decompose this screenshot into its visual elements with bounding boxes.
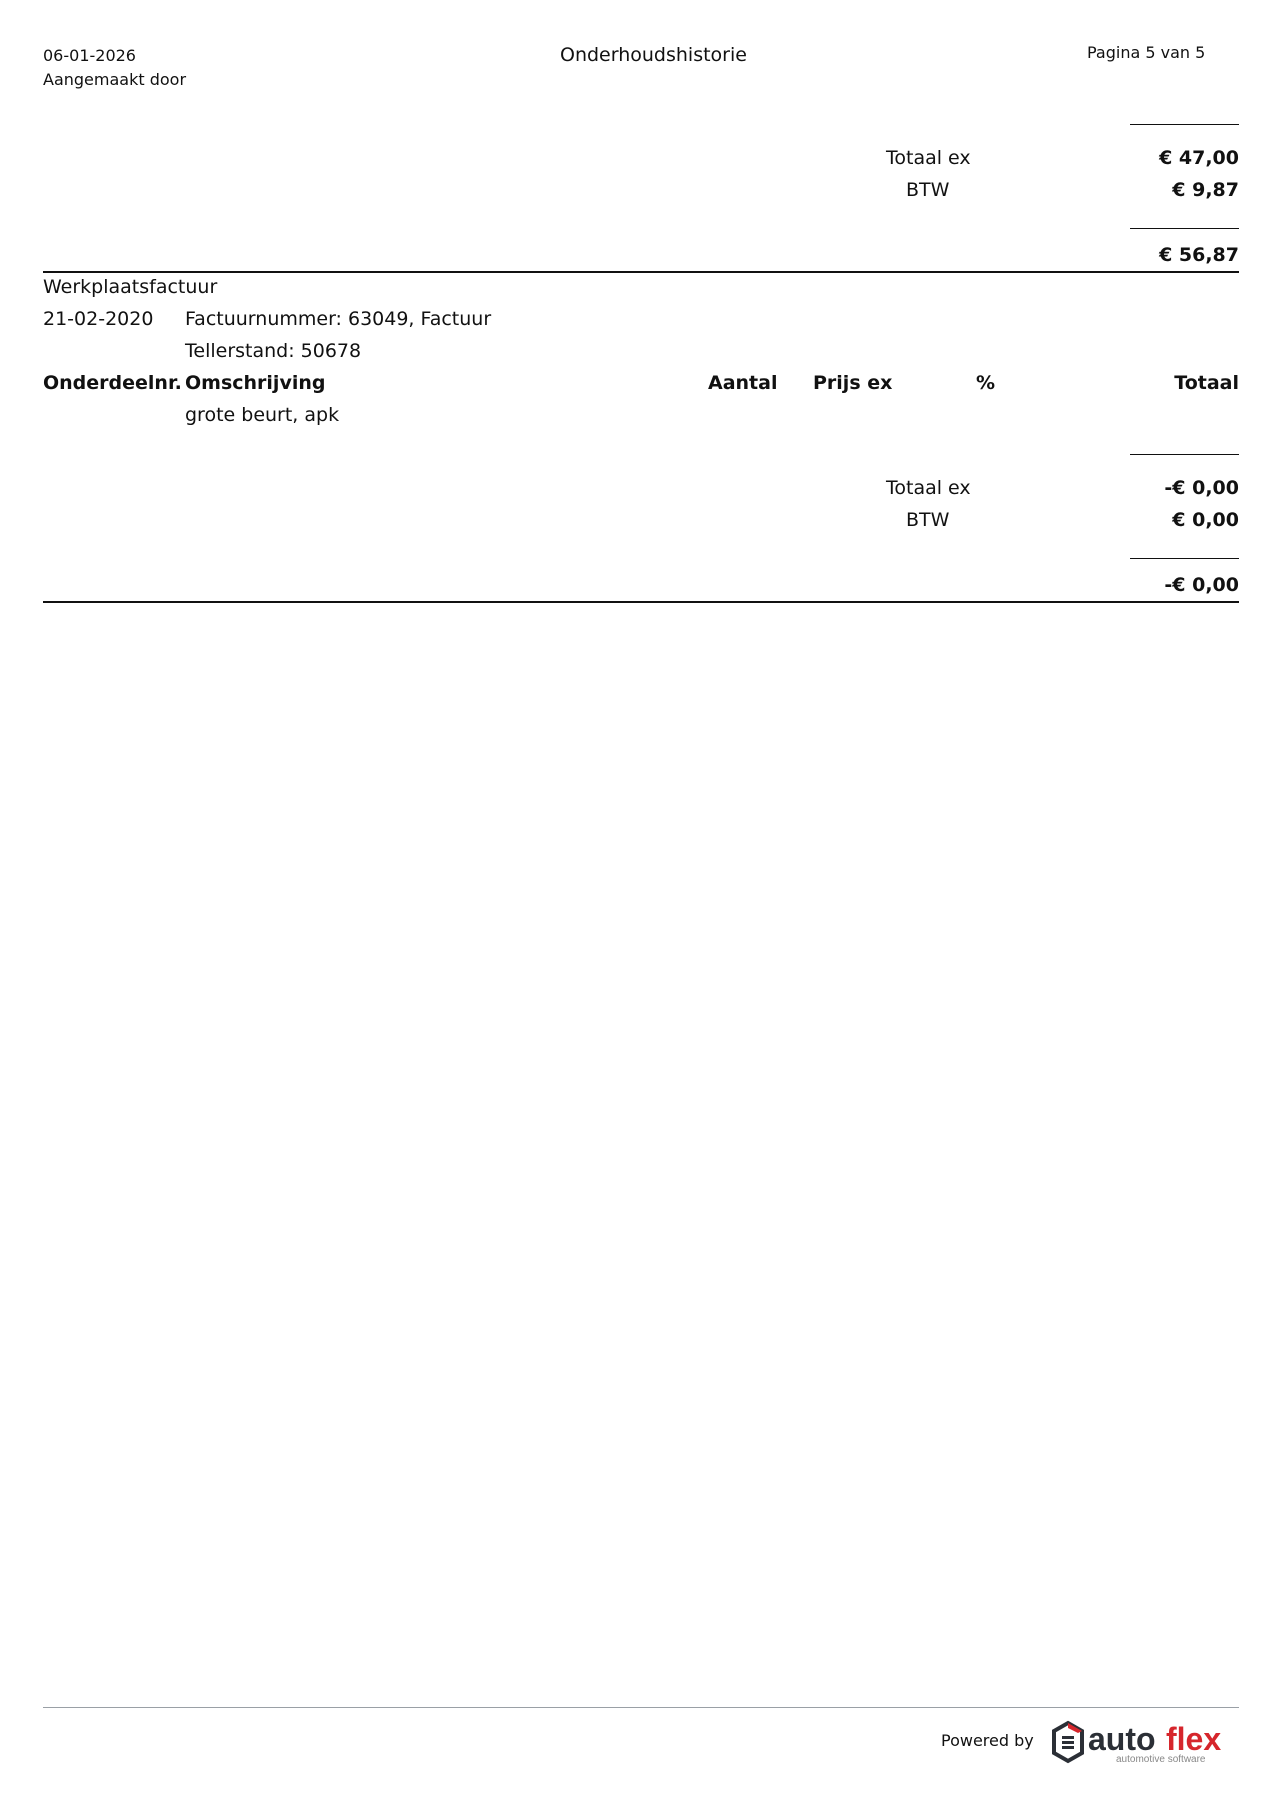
prev-grand-total: € 56,87 — [1159, 244, 1239, 266]
svg-text:auto: auto — [1088, 1721, 1156, 1757]
prev-btw-value: € 9,87 — [1172, 179, 1239, 201]
page-number: Pagina 5 van 5 — [1087, 43, 1206, 62]
col-quantity: Aantal — [708, 372, 778, 394]
odometer-reading: Tellerstand: 50678 — [185, 340, 362, 362]
svg-text:automotive software: automotive software — [1116, 1754, 1206, 1765]
subtotal-divider — [1130, 454, 1239, 455]
grand-total: -€ 0,00 — [1164, 574, 1239, 596]
prev-totaal-ex-label: Totaal ex — [886, 147, 971, 169]
col-percent: % — [976, 372, 996, 394]
total-divider — [1130, 558, 1239, 559]
svg-text:flex: flex — [1166, 1721, 1222, 1757]
powered-by-label: Powered by — [941, 1731, 1034, 1750]
line-item-description: grote beurt, apk — [185, 404, 340, 426]
print-date: 06-01-2026 — [43, 46, 136, 65]
subtotal-divider — [1130, 124, 1239, 125]
section-separator — [43, 601, 1239, 603]
invoice-date: 21-02-2020 — [43, 308, 154, 330]
btw-label: BTW — [906, 509, 950, 531]
prev-totaal-ex-value: € 47,00 — [1159, 147, 1239, 169]
section-separator — [43, 271, 1239, 273]
invoice-type: Werkplaatsfactuur — [43, 276, 218, 298]
col-price-ex: Prijs ex — [813, 372, 893, 394]
totaal-ex-label: Totaal ex — [886, 477, 971, 499]
invoice-number: Factuurnummer: 63049, Factuur — [185, 308, 492, 330]
totaal-ex-value: -€ 0,00 — [1164, 477, 1239, 499]
prev-btw-label: BTW — [906, 179, 950, 201]
col-description: Omschrijving — [185, 372, 326, 394]
created-by: Aangemaakt door — [43, 70, 187, 89]
col-part-number: Onderdeelnr. — [43, 372, 182, 394]
btw-value: € 0,00 — [1172, 509, 1239, 531]
footer-divider — [43, 1707, 1239, 1708]
col-total: Totaal — [1174, 372, 1239, 394]
page-title: Onderhoudshistorie — [560, 44, 747, 66]
autoflex-logo-icon — [1048, 1719, 1238, 1771]
autoflex-logo — [1048, 1719, 1238, 1771]
total-divider — [1130, 228, 1239, 229]
